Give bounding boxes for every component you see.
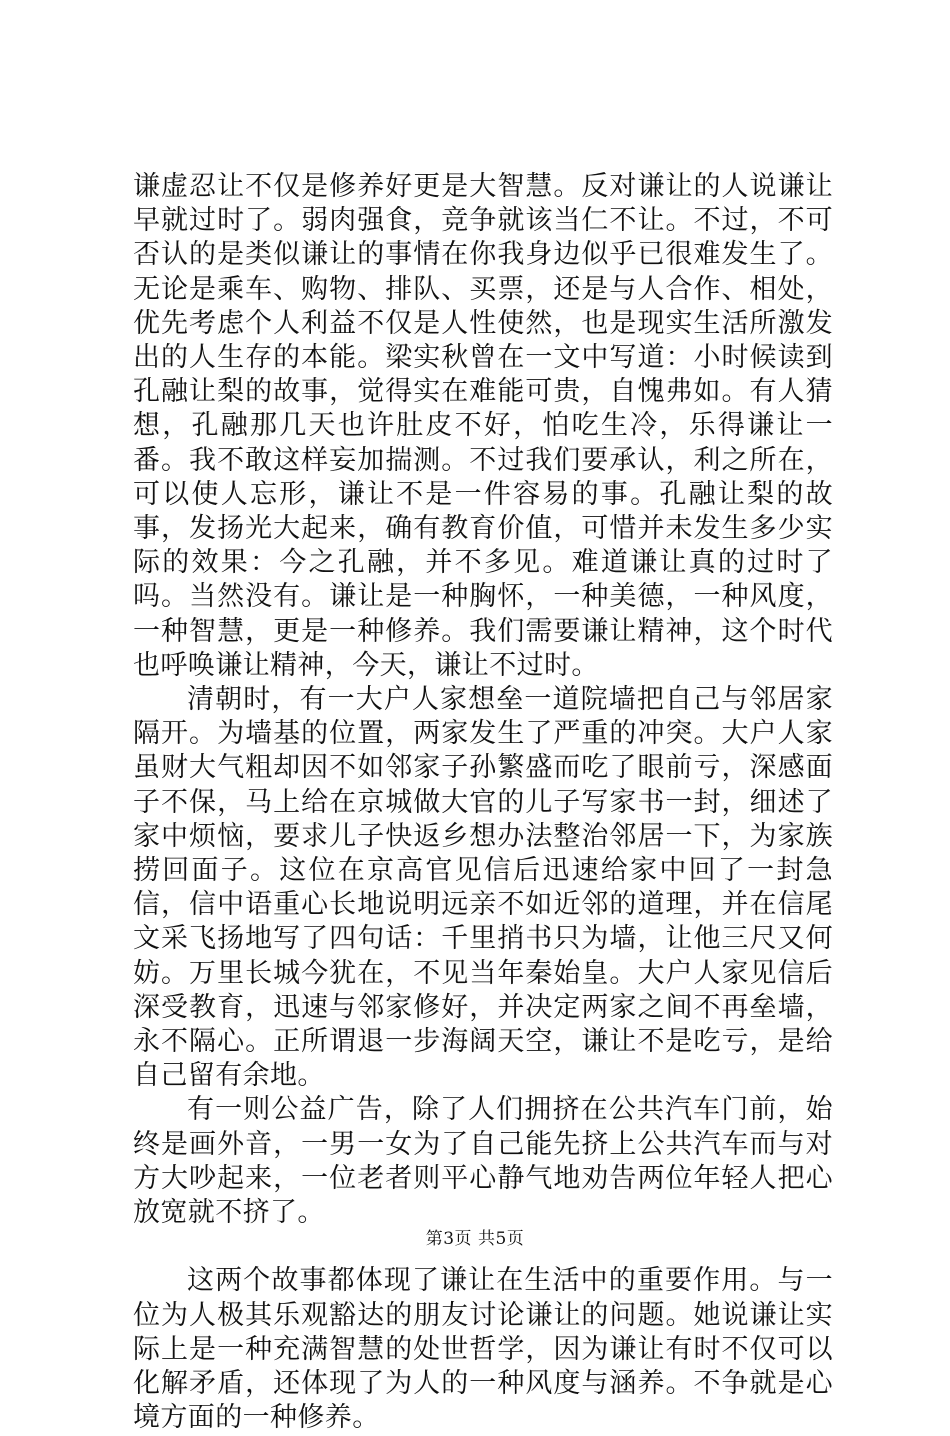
- paragraph-1: 谦虚忍让不仅是修养好更是大智慧。反对谦让的人说谦让早就过时了。弱肉强食，竞争就该当仁不让。不过，不可否认的是类似谦让的事情在你我身边似乎已很难发生了。无论是乘车、购物、排队、买票，还是与人合作、相处，优先考虑个人利益不仅是人性使然，也是现实生活所激发出的人生存的本能。梁实秋曾在一文中写道：小时候读到孔融让梨的故事，觉得实在难能可贵，自愧弗如。有人猜想，孔融那几天也许肚皮不好，怕吃生冷，乐得谦让一番。我不敢这样妄加揣测。不过我们要承认，利之所在，可以使人忘形，谦让不是一件容易的事。孔融让梨的故事，发扬光大起来，确有教育价值，可惜并未发生多少实际的效果：今之孔融，并不多见。难道谦让真的过时了吗。当然没有。谦让是一种胸怀，一种美德，一种风度，一种智慧，更是一种修养。我们需要谦让精神，这个时代也呼唤谦让精神，今天，谦让不过时。: [133, 171, 833, 681]
- paragraph-2: 清朝时，有一大户人家想垒一道院墙把自己与邻居家隔开。为墙基的位置，两家发生了严重的冲突。大户人家虽财大气粗却因不如邻家子孙繁盛而吃了眼前亏，深感面子不保，马上给在京城做大官的儿子写家书一封，细述了家中烦恼，要求儿子快返乡想办法整治邻居一下，为家族捞回面子。这位在京高官见信后迅速给家中回了一封急信，信中语重心长地说明远亲不如近邻的道理，并在信尾文采飞扬地写了四句话：千里捎书只为墙，让他三尺又何妨。万里长城今犹在，不见当年秦始皇。大户人家见信后深受教育，迅速与邻家修好，并决定两家之间不再垒墙，永不隔心。正所谓退一步海阔天空，谦让不是吃亏，是给自己留有余地。: [133, 684, 833, 1092]
- page-footer: 第3页 共5页: [425, 1229, 525, 1249]
- paragraph-4: 这两个故事都体现了谦让在生活中的重要作用。与一位为人极其乐观豁达的朋友讨论谦让的问题。她说谦让实际上是一种充满智慧的处世哲学，因为谦让有时不仅可以化解矛盾，还体现了为人的一种风度与涵养。不争就是心境方面的一种修养。: [133, 1265, 833, 1434]
- paragraph-3: 有一则公益广告，除了人们拥挤在公共汽车门前，始终是画外音，一男一女为了自己能先挤上公共汽车而与对方大吵起来，一位老者则平心静气地劝告两位年轻人把心放宽就不挤了。: [133, 1094, 833, 1229]
